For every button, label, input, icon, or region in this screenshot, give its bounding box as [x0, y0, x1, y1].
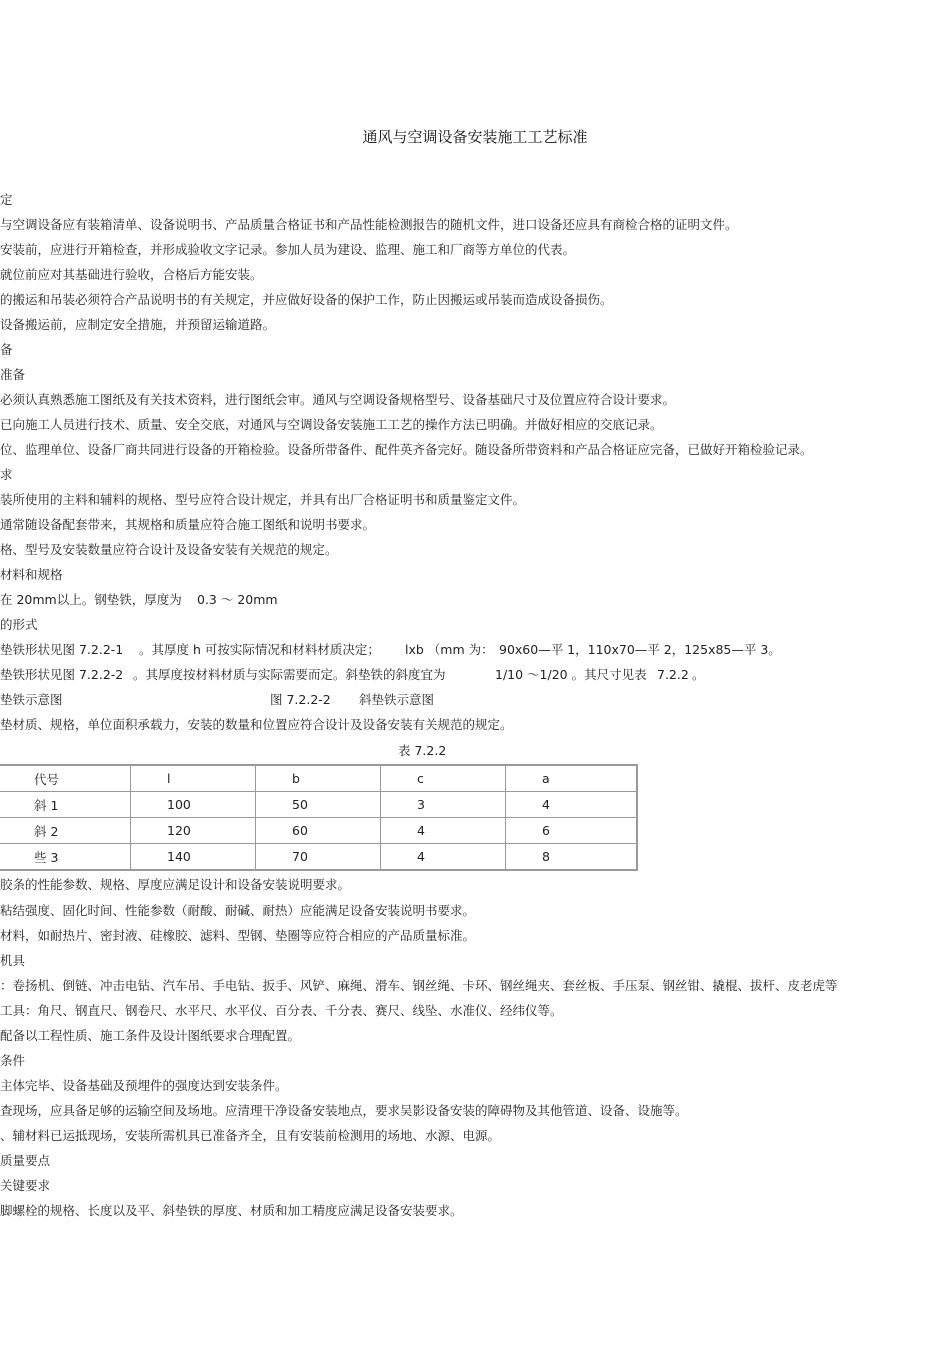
- table-cell: 斜 1: [0, 792, 131, 818]
- table-cell: 140: [131, 844, 256, 869]
- header-cell: l: [131, 766, 256, 792]
- document-title: 通风与空调设备安装施工工艺标准: [362, 128, 588, 146]
- thickness-range: 0.3 ～ 20mm: [197, 592, 278, 607]
- table-cell: 4: [506, 792, 636, 818]
- table-cell: 60: [256, 818, 381, 844]
- flat-shim-text-2: h 可按实际情况和材料材质决定；: [193, 642, 380, 657]
- table-caption: 表 7.2.2: [398, 743, 447, 758]
- paragraph-line: 查现场，应具备足够的运输空间及场地。应清理干净设备安装地点，要求吴影设备安装的障碍物及其他管道、设备、设施等。: [0, 1103, 688, 1118]
- paragraph-line: 就位前应对其基础进行验收，合格后方能安装。: [0, 267, 263, 282]
- header-cell: a: [506, 766, 636, 792]
- shim-size-table: [0, 764, 638, 871]
- slope-shim-table-ref: 7.2.2: [657, 667, 689, 682]
- figure-label: 垫铁示意图: [0, 692, 63, 707]
- paragraph-line: 设备搬运前，应制定安全措施，并预留运输道路。: [0, 317, 276, 332]
- paragraph-line: 必须认真熟悉施工图纸及有关技术资料，进行图纸会审。通风与空调设备规格型号、设备基础尺寸及位置应符合设计要求。: [0, 392, 676, 407]
- paragraph-line: 工具：角尺、钢直尺、钢卷尺、水平尺、水平仪、百分表、千分表、赛尺、线坠、水准仪、经纬仪等。: [0, 1003, 563, 1018]
- table-cell: 100: [131, 792, 256, 818]
- paragraph-line: 胶条的性能参数、规格、厚度应满足设计和设备安装说明要求。: [0, 877, 351, 892]
- section-heading-requirements: 求: [0, 467, 13, 482]
- flat-shim-dimensions: 90x60—平 1，110x70—平 2，125x85—平 3。: [499, 642, 781, 657]
- flat-shim-text-1: 。其厚度: [139, 642, 190, 657]
- paragraph-line: 配备以工程性质、施工条件及设计图纸要求合理配置。: [0, 1028, 301, 1043]
- table-cell: 3: [381, 792, 506, 818]
- paragraph-line: 、辅材料已运抵现场，安装所需机具已准备齐全，且有安装前检测用的场地、水源、电源。: [0, 1128, 501, 1143]
- paragraph-line: 通常随设备配套带来，其规格和质量应符合施工图纸和说明书要求。: [0, 517, 376, 532]
- paragraph-line: 安装前，应进行开箱检查，并形成验收文字记录。参加人员为建设、监理、施工和厂商等方单位的代表。: [0, 242, 576, 257]
- figure-title: 斜垫铁示意图: [359, 692, 435, 707]
- flat-shim-line: [0, 642, 950, 658]
- table-row: [0, 792, 636, 818]
- slope-shim-ref: 垫铁形状见图 7.2.2-2: [0, 667, 124, 682]
- flat-shim-ref: 垫铁形状见图 7.2.2-1: [0, 642, 124, 657]
- slope-shim-end: 。: [692, 667, 705, 682]
- slope-shim-ratio: 1/10 ～1/20 。其尺寸见表: [495, 667, 647, 682]
- paragraph-line: 材料，如耐热片、密封液、硅橡胶、滤料、型钢、垫圈等应符合相应的产品质量标准。: [0, 928, 476, 943]
- paragraph-line: 主体完毕、设备基础及预埋件的强度达到安装条件。: [0, 1078, 288, 1093]
- table-cell: 斜 2: [0, 818, 131, 844]
- header-cell: c: [381, 766, 506, 792]
- section-heading-materials: 材料和规格: [0, 567, 63, 582]
- table-cell: 4: [381, 844, 506, 869]
- header-cell: 代号: [0, 766, 131, 792]
- table-cell: 70: [256, 844, 381, 869]
- table-cell: 120: [131, 818, 256, 844]
- paragraph-line: 脚螺栓的规格、长度以及平、斜垫铁的厚度、材质和加工精度应满足设备安装要求。: [0, 1203, 463, 1218]
- section-heading-regulation: 定: [0, 192, 13, 207]
- slope-shim-line: [0, 667, 950, 683]
- table-cell: 些 3: [0, 844, 131, 869]
- table-cell: 8: [506, 844, 636, 869]
- paragraph-line: 装所使用的主料和辅料的规格、型号应符合设计规定，并具有出厂合格证明书和质量鉴定文件。: [0, 492, 526, 507]
- thickness-text: 在 20mm以上。钢垫铁，厚度为: [0, 592, 182, 607]
- table-header-row: [0, 766, 636, 792]
- section-heading-quality: 质量要点: [0, 1153, 51, 1168]
- paragraph-line: 位、监理单位、设备厂商共同进行设备的开箱检验。设备所带备件、配件英齐备完好。随设备所带资料和产品合格证应完备，已做好开箱检验记录。: [0, 442, 813, 457]
- header-cell: b: [256, 766, 381, 792]
- section-heading-prep: 备: [0, 342, 13, 357]
- paragraph-line: 粘结强度、固化时间、性能参数（耐酸、耐碱、耐热）应能满足设备安装说明书要求。: [0, 903, 476, 918]
- section-heading-tech-prep: 准备: [0, 367, 26, 382]
- section-heading-form: 的形式: [0, 617, 38, 632]
- paragraph-line: 与空调设备应有装箱清单、设备说明书、产品质量合格证书和产品性能检测报告的随机文件，进口设备还应具有商检合格的证明文件。: [0, 217, 738, 232]
- section-heading-conditions: 条件: [0, 1053, 26, 1068]
- table-cell: 50: [256, 792, 381, 818]
- table-cell: 6: [506, 818, 636, 844]
- table-row: [0, 818, 636, 844]
- figure-caption-line: [0, 692, 950, 708]
- section-heading-tools: 机具: [0, 953, 26, 968]
- table-row: [0, 844, 636, 869]
- paragraph-line: 已向施工人员进行技术、质量、安全交底，对通风与空调设备安装施工工艺的操作方法已明确。并做好相应的交底记录。: [0, 417, 663, 432]
- paragraph-line: 格、型号及安装数量应符合设计及设备安装有关规范的规定。: [0, 542, 338, 557]
- thickness-line: [0, 592, 950, 608]
- flat-shim-dimension-label: lxb （mm 为：: [405, 642, 494, 657]
- section-heading-key-requirements: 关键要求: [0, 1178, 51, 1193]
- slope-shim-text: 。其厚度按材料材质与实际需要而定。斜垫铁的斜度宜为: [133, 667, 446, 682]
- paragraph-line: 的搬运和吊装必须符合产品说明书的有关规定，并应做好设备的保护工作，防止因搬运或吊装而造成设备损伤。: [0, 292, 613, 307]
- table-cell: 4: [381, 818, 506, 844]
- figure-number: 图 7.2.2-2: [270, 692, 331, 707]
- paragraph-line: 垫材质、规格，单位面积承载力，安装的数量和位置应符合设计及设备安装有关规范的规定。: [0, 717, 513, 732]
- paragraph-line: ：卷扬机、倒链、冲击电钻、汽车吊、手电钻、扳手、风铲、麻绳、滑车、钢丝绳、卡环、钢丝绳夹、套丝板、手压泵、钢丝钳、撬棍、拔杆、皮老虎等: [0, 978, 838, 993]
